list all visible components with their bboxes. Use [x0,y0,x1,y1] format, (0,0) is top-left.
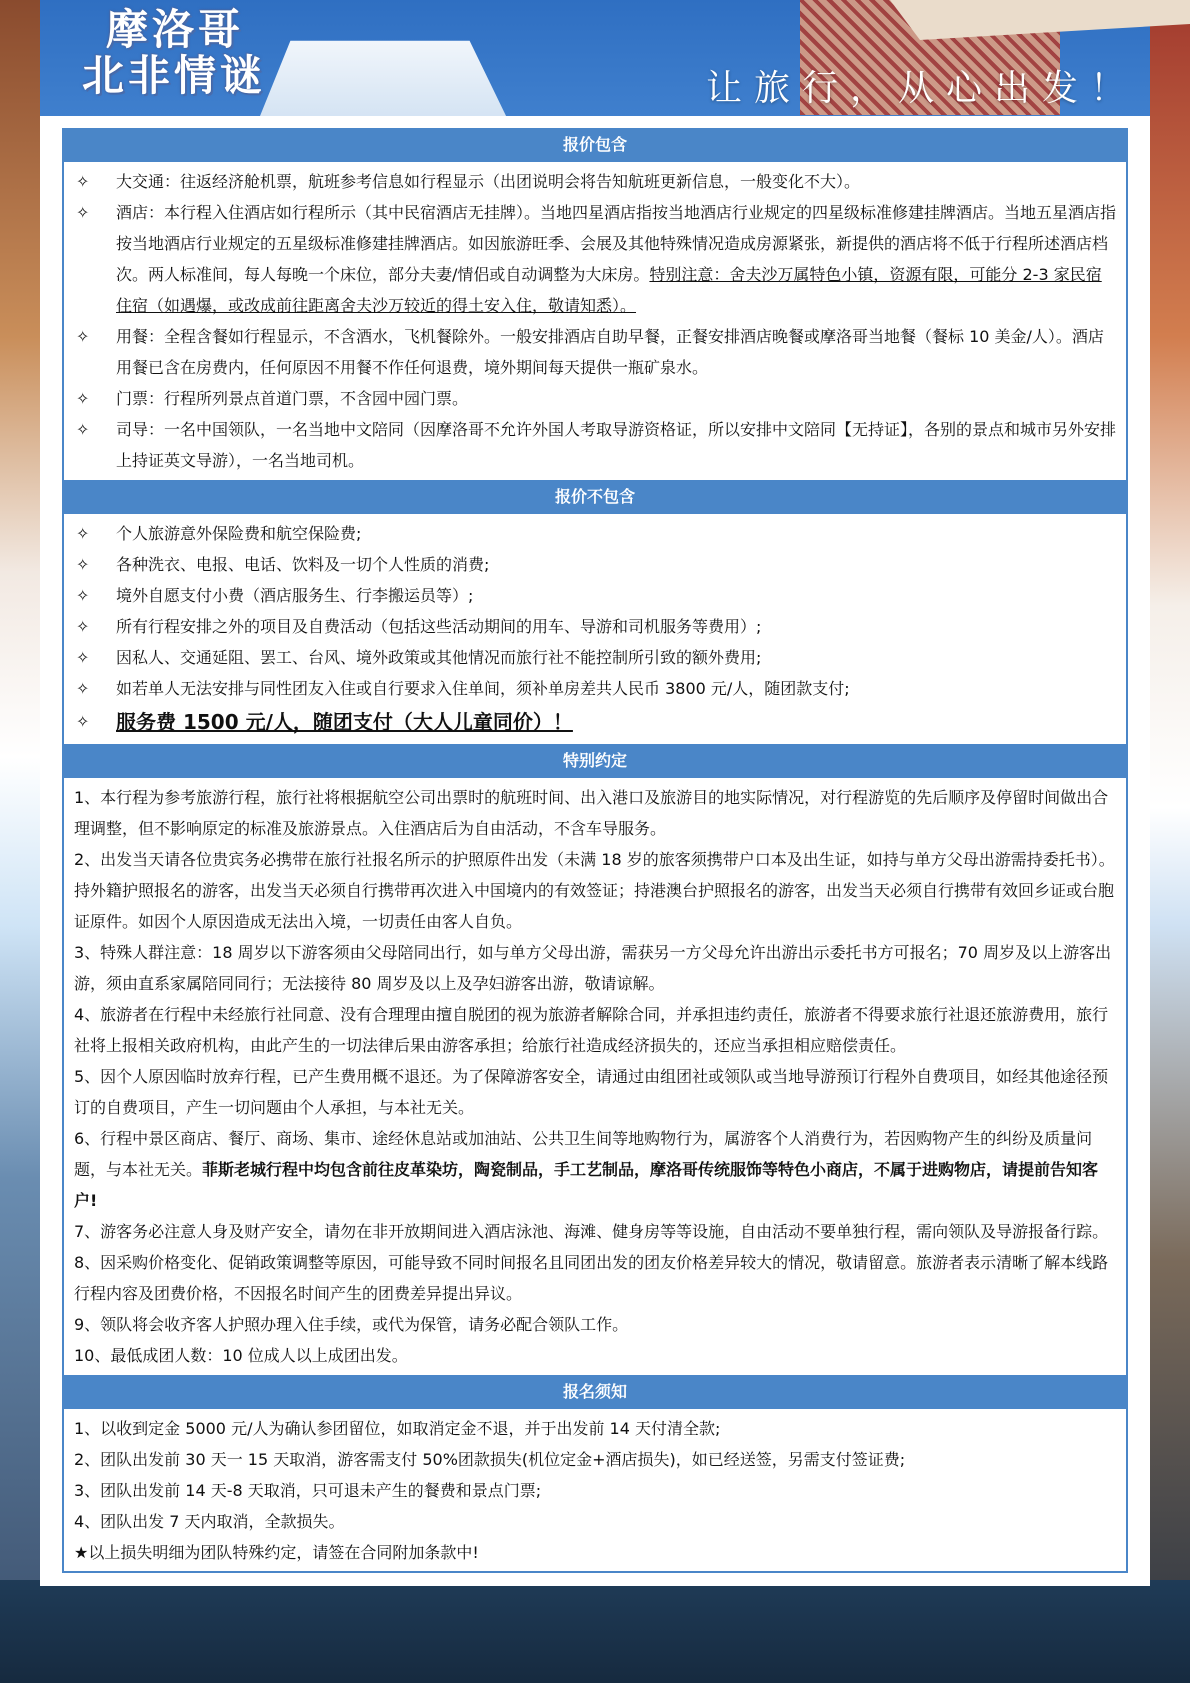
diamond-bullet-icon: ✧ [76,172,90,191]
content-card [40,116,1150,1586]
shopping-notice-bold: 菲斯老城行程中均包含前往皮革染坊，陶瓷制品，手工艺制品，摩洛哥传统服饰等特色小商店，不属于进购物店，请提前告知客户! [74,1160,1099,1210]
brochure-title [82,5,267,101]
list-item: 3、团队出发前 14 天-8 天取消，只可退未产生的餐费和景点门票; [74,1481,542,1500]
list-item: 1、本行程为参考旅游行程，旅行社将根据航空公司出票时的航班时间、出入港口及旅游目的地实际情况，对行程游览的先后顺序及停留时间做出合理调整，但不影响原定的标准及旅游景点。入住酒店后为自由活动，不含车导服务。 [74,788,1109,838]
list-item: ✧ 所有行程安排之外的项目及自费活动（包括这些活动期间的用车、导游和司机服务等费用）; [74,611,1116,642]
list-item: ✧ 境外自愿支付小费（酒店服务生、行李搬运员等）; [74,580,1116,611]
list-item: ✧ 因私人、交通延阻、罢工、台风、境外政策或其他情况而旅行社不能控制所引致的额外费用; [74,642,1116,673]
background-tent [220,30,540,120]
list-item: 6、行程中景区商店、餐厅、商场、集市、途经休息站或加油站、公共卫生间等地购物行为，属游客个人消费行为，若因购物产生的纠纷及质量问题，与本社无关。菲斯老城行程中均包含前往皮革染坊，陶瓷制品，手工艺制品，摩洛哥传统服饰等特色小商店，不属于进购物店，请提前告知客户! [74,1129,1099,1210]
section-special [64,776,1126,1375]
section-header-special: 特别约定 [64,744,1126,776]
background-left-photo [0,0,40,1683]
slogan: 让旅行，从心出发！ [705,68,1138,109]
list-item: ✧ 个人旅游意外保险费和航空保险费; [74,518,1116,549]
list-item: 1、以收到定金 5000 元/人为确认参团留位，如取消定金不退，并于出发前 14 天付清全款; [74,1419,721,1438]
list-item: 4、团队出发 7 天内取消，全款损失。 [74,1512,345,1531]
diamond-bullet-icon: ✧ [76,712,90,731]
diamond-bullet-icon: ✧ [76,327,90,346]
list-item: 4、旅游者在行程中未经旅行社同意、没有合理理由擅自脱团的视为旅游者解除合同，并承担违约责任，旅游者不得要求旅行社退还旅游费用，旅行社将上报相关政府机构，由此产生的一切法律后果由游客承担；给旅行社造成经济损失的，还应当承担相应赔偿责任。 [74,1005,1109,1055]
diamond-bullet-icon: ✧ [76,648,90,667]
list-item: 9、领队将会收齐客人护照办理入住手续，或代为保管，请务必配合领队工作。 [74,1315,629,1334]
list-item: ★以上损失明细为团队特殊约定，请签在合同附加条款中! [74,1543,479,1562]
list-item: ✧ 酒店：本行程入住酒店如行程所示（其中民宿酒店无挂牌）。当地四星酒店指按当地酒店行业规定的四星级标准修建挂牌酒店。当地五星酒店指按当地酒店行业规定的五星级标准修建挂牌酒店。如因旅游旺季、会展及其他特殊情况造成房源紧张，新提供的酒店将不低于行程所述酒店档次。两人标准间，每人每晚一个床位，部分夫妻/情侣或自动调整为大床房。特别注意：舍夫沙万属特色小镇，资源有限，可能分 2-3 家民宿住宿（如遇爆，或改成前往距离舍夫沙万较近的得土安入住，敬请知悉）。 [74,197,1116,321]
section-signup [64,1407,1126,1572]
list-item: ✧ 门票：行程所列景点首道门票，不含园中园门票。 [74,383,1116,414]
list-item [74,704,1116,740]
diamond-bullet-icon: ✧ [76,617,90,636]
section-header-included: 报价包含 [64,130,1126,160]
diamond-bullet-icon: ✧ [76,679,90,698]
diamond-bullet-icon: ✧ [76,389,90,408]
diamond-bullet-icon: ✧ [76,555,90,574]
title-line-2: 北非情谜 [82,51,267,101]
diamond-bullet-icon: ✧ [76,203,90,222]
list-item: 2、出发当天请各位贵宾务必携带在旅行社报名所示的护照原件出发（未满 18 岁的旅客须携带户口本及出生证，如持与单方父母出游需持委托书）。持外籍护照报名的游客，出发当天必须自行携带再次进入中国境内的有效签证；持港澳台护照报名的游客，出发当天必须自行携带有效回乡证或台胞证原件。如因个人原因造成无法出入境，一切责任由客人自负。 [74,850,1115,931]
list-item: 5、因个人原因临时放弃行程，已产生费用概不退还。为了保障游客安全，请通过由组团社或领队或当地导游预订行程外自费项目，如经其他途径预订的自费项目，产生一切问题由个人承担，与本社无关。 [74,1067,1109,1117]
content-frame [62,128,1128,1573]
list-item: 7、游客务必注意人身及财产安全，请勿在非开放期间进入酒店泳池、海滩、健身房等等设施，自由活动不要单独行程，需向领队及导游报备行踪。 [74,1222,1109,1241]
list-item: 10、最低成团人数：10 位成人以上成团出发。 [74,1346,408,1365]
section-excluded [64,512,1126,744]
list-item: ✧ 各种洗衣、电报、电话、饮料及一切个人性质的消费; [74,549,1116,580]
list-item: ✧ 用餐：全程含餐如行程显示，不含酒水，飞机餐除外。一般安排酒店自助早餐，正餐安排酒店晚餐或摩洛哥当地餐（餐标 10 美金/人）。酒店用餐已含在房费内，任何原因不用餐不作任何退费，境外期间每天提供一瓶矿泉水。 [74,321,1116,383]
list-item: 2、团队出发前 30 天一 15 天取消，游客需支付 50%团款损失(机位定金+酒店损失)，如已经送签，另需支付签证费; [74,1450,906,1469]
diamond-bullet-icon: ✧ [76,586,90,605]
section-included [64,160,1126,480]
list-item: 3、特殊人群注意：18 周岁以下游客须由父母陪同出行，如与单方父母出游，需获另一方父母允许出游出示委托书方可报名；70 周岁及以上游客出游，须由直系家属陪同同行；无法接待 80 周岁及以上及孕妇游客出游，敬请谅解。 [74,943,1112,993]
background-right-photo [1150,0,1190,1683]
list-item: ✧ 大交通：往返经济舱机票，航班参考信息如行程显示（出团说明会将告知航班更新信息，一般变化不大）。 [74,166,1116,197]
list-item: 8、因采购价格变化、促销政策调整等原因，可能导致不同时间报名且同团出发的团友价格差异较大的情况，敬请留意。旅游者表示清晰了解本线路行程内容及团费价格，不因报名时间产生的团费差异提出异议。 [74,1253,1109,1303]
special-note-underlined: 特别注意：舍夫沙万属特色小镇，资源有限，可能分 2-3 家民宿住宿（如遇爆，或改成前往距离舍夫沙万较近的得土安入住，敬请知悉）。 [116,265,1102,315]
service-fee-highlight: 服务费 1500 元/人，随团支付（大人儿童同价）！ [116,710,573,734]
diamond-bullet-icon: ✧ [76,420,90,439]
list-item: ✧ 如若单人无法安排与同性团友入住或自行要求入住单间，须补单房差共人民币 3800 元/人，随团款支付; [74,673,1116,704]
background-pool [0,1580,1190,1683]
list-item: ✧ 司导：一名中国领队，一名当地中文陪同（因摩洛哥不允许外国人考取导游资格证，所以安排中文陪同【无持证】，各别的景点和城市另外安排上持证英文导游），一名当地司机。 [74,414,1116,476]
diamond-bullet-icon: ✧ [76,524,90,543]
section-header-excluded: 报价不包含 [64,480,1126,512]
section-header-signup: 报名须知 [64,1375,1126,1407]
title-line-1: 摩洛哥 [106,5,245,54]
